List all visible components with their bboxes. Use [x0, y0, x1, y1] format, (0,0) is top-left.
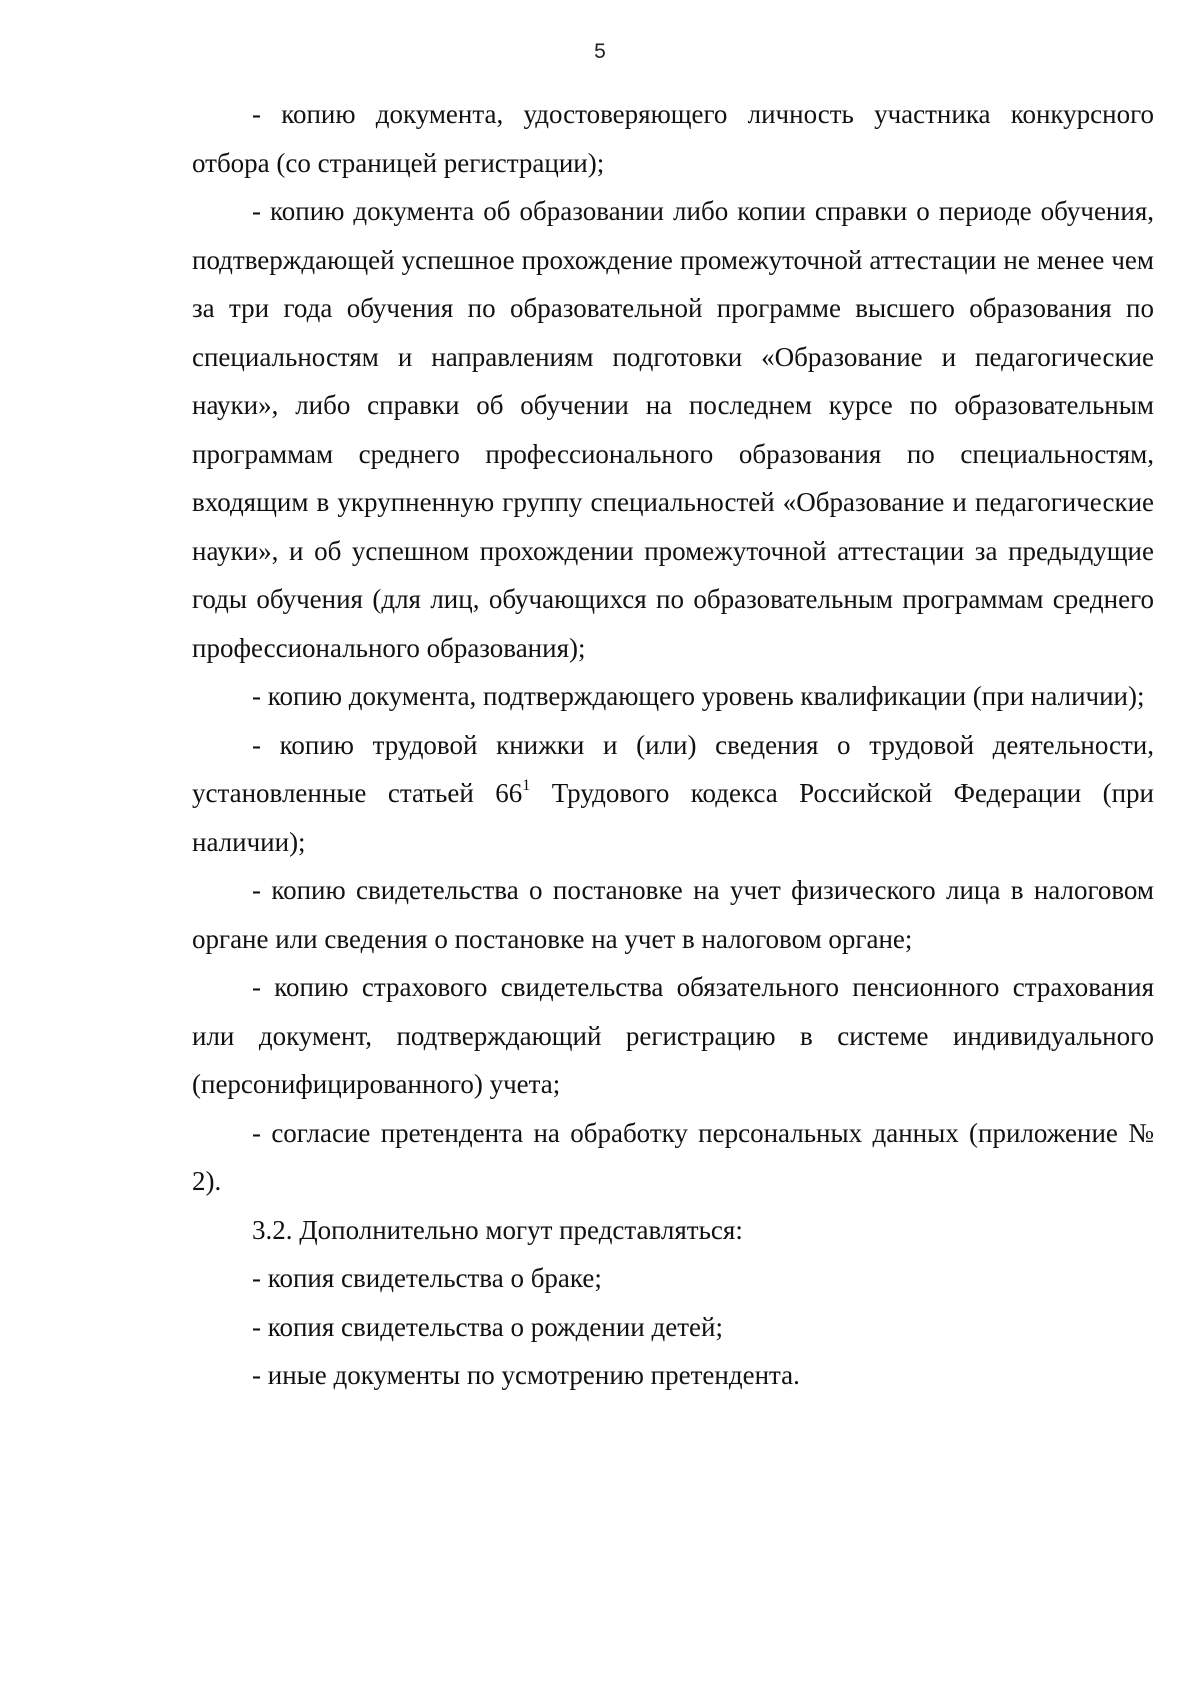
paragraph-personal-data-consent: - согласие претендента на обработку персональных данных (приложение № 2).: [192, 1117, 1154, 1196]
page-number: 5: [594, 40, 606, 63]
paragraph-education-document: - копию документа об образовании либо копии справки о периоде обучения, подтверждающей успешное прохождение промежуточной аттестации не менее чем за три года обучения по образовательной программе высшего образования по специальностям и направлениям подготовки «Образование и педагогические науки», либо справки об обучении на последнем курсе по образовательным программам среднего профессионального образования по специальностям, входящим в укрупненную группу специальностей «Образование и педагогические науки», и об успешном прохождении промежуточной аттестации за предыдущие годы обучения (для лиц, обучающихся по образовательным программам среднего профессионального образования);: [192, 196, 1154, 663]
paragraph-birth-certificates: - копия свидетельства о рождении детей;: [252, 1311, 723, 1342]
paragraph-pension-insurance: - копию страхового свидетельства обязательного пенсионного страхования или документ, подтверждающий регистрацию в системе индивидуального (персонифицированного) учета;: [192, 972, 1154, 1099]
paragraph-marriage-certificate: - копия свидетельства о браке;: [252, 1263, 602, 1293]
document-body: [192, 90, 1154, 1400]
paragraph-other-documents: - иные документы по усмотрению претендента.: [252, 1360, 800, 1390]
paragraph-employment-record: [192, 721, 1154, 867]
paragraph-tax-registration: - копию свидетельства о постановке на учет физического лица в налоговом органе или сведения о постановке на учет в налоговом органе;: [192, 875, 1154, 954]
paragraph-section-3-2: 3.2. Дополнительно могут представляться:: [252, 1214, 743, 1245]
employment-record-text-end: Трудового кодекса Российской Федерации (при наличии);: [192, 778, 1154, 857]
paragraph-qualification-document: - копию документа, подтверждающего уровень квалификации (при наличии);: [252, 681, 1145, 711]
footnote-superscript: 1: [522, 777, 531, 794]
paragraph-identity-document: - копию документа, удостоверяющего личность участника конкурсного отбора (со страницей регистрации);: [192, 99, 1154, 178]
employment-record-text-start: - копию трудовой книжки и (или) сведения о трудовой деятельности, установленные статьей 66: [192, 729, 1154, 808]
